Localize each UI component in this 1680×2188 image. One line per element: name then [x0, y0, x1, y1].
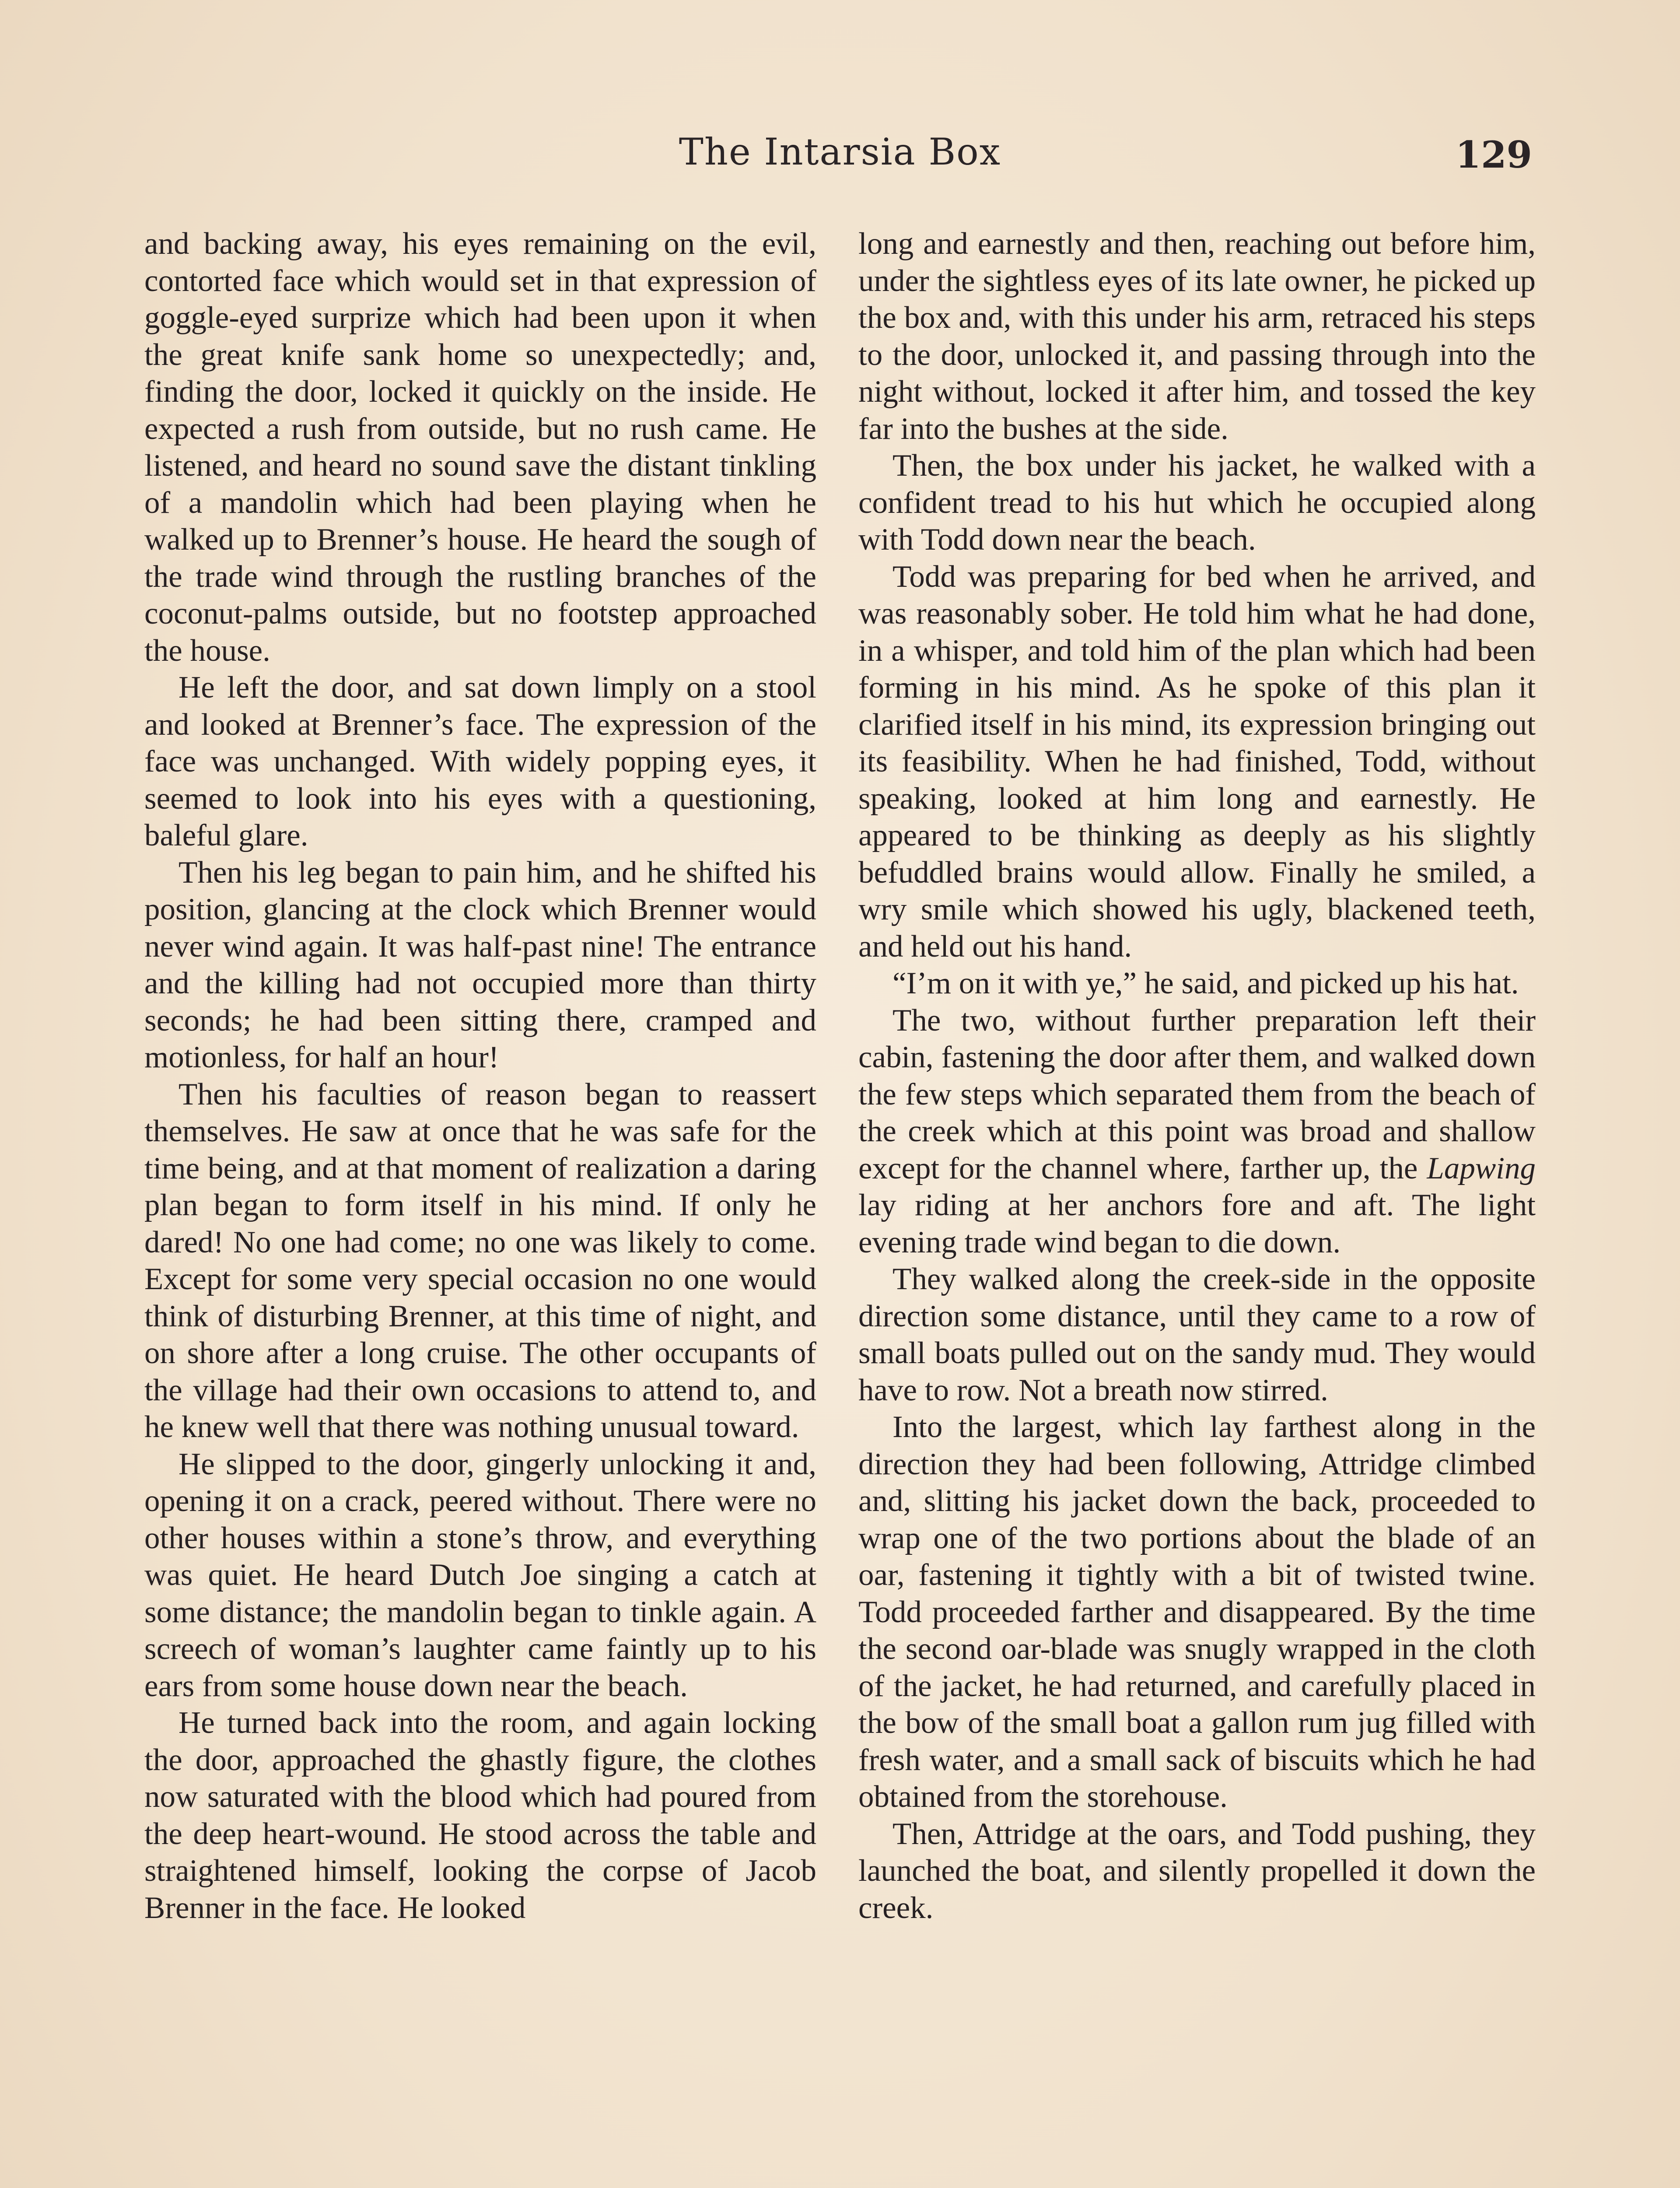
paragraph: and backing away, his eyes remaining on the evil, contorted face which would set in that expression of goggle-eyed surprize which had been upon it when the great knife sank home so unexpectedly; and, finding the door, locked it quickly on the inside. He expected a rush from outside, but no rush came. He listened, and heard no sound save the distant tinkling of a mandolin which had been playing when he walked up to Brenner’s house. He heard the sough of the trade wind through the rustling branches of the coconut-palms outside, but no footstep approached the house.	[144, 227, 816, 668]
paragraph: Into the largest, which lay farthest along in the direction they had been following, Attridge climbed and, slitting his jacket down the back, proceeded to wrap one of the two portions about the blade of an oar, fastening it tightly with a bit of twisted twine. Todd proceeded farther and disappeared. By the time the second oar-blade was snugly wrapped in the cloth of the jacket, he had returned, and carefully placed in the bow of the small boat a gallon rum jug filled with fresh water, and a small sack of biscuits which he had obtained from the storehouse.	[858, 1410, 1536, 1814]
paragraph-text: lay riding at her anchors fore and aft. The light evening trade wind began to die down.	[858, 1188, 1536, 1259]
running-head	[0, 130, 1680, 183]
right-column	[858, 225, 1536, 2188]
left-column	[144, 225, 816, 2188]
paragraph: Then, the box under his jacket, he walked with a confident tread to his hut which he occupied along with Todd down near the beach.	[858, 449, 1536, 557]
paragraph: They walked along the creek-side in the opposite direction some distance, until they came to a row of small boats pulled out on the sandy mud. They would have to row. Not a breath now stirred.	[858, 1262, 1536, 1407]
paragraph: He left the door, and sat down limply on a stool and looked at Brenner’s face. The expression of the face was unchanged. With widely popping eyes, it seemed to look into his eyes with a questioning, baleful glare.	[144, 670, 816, 852]
paragraph: He turned back into the room, and again locking the door, approached the ghastly figure, the clothes now saturated with the blood which had poured from the deep heart-wound. He stood across the table and straightened himself, looking the corpse of Jacob Brenner in the face. He looked	[144, 1706, 816, 1925]
paragraph: Then, Attridge at the oars, and Todd pushing, they launched the boat, and silently propelled it down the creek.	[858, 1816, 1536, 1925]
paragraph: Then his leg began to pain him, and he shifted his position, glancing at the clock which Brenner would never wind again. It was half-past nine! The entrance and the killing had not occupied more than thirty seconds; he had been sitting there, cramped and motionless, for half an hour!	[144, 855, 816, 1074]
paragraph: Then his faculties of reason began to reassert themselves. He saw at once that he was safe for the time being, and at that moment of realization a daring plan began to form itself in his mind. If only he dared! No one had come; no one was likely to come. Except for some very special occasion no one would think of disturbing Brenner, at this time of night, and on shore after a long cruise. The other occupants of the village had their own occasions to attend to, and he knew well that there was nothing unusual toward.	[144, 1077, 816, 1444]
paragraph: “I’m on it with ye,” he said, and picked up his hat.	[892, 966, 1519, 1000]
page-number: 129	[1455, 133, 1532, 176]
paragraph: Todd was preparing for bed when he arrived, and was reasonably sober. He told him what he had done, in a whisper, and told him of the plan which had been forming in his mind. As he spoke of this plan it clarified itself in his mind, its expression bringing out its feasibility. When he had finished, Todd, without speaking, looked at him long and earnestly. He appeared to be thinking as deeply as his slightly befuddled brains would allow. Finally he smiled, a wry smile which showed his ugly, blackened teeth, and held out his hand.	[858, 559, 1536, 964]
ship-name: Lapwing	[1427, 1151, 1536, 1185]
paragraph: He slipped to the door, gingerly unlocking it and, opening it on a crack, peered without. There were no other houses within a stone’s throw, and everything was quiet. He heard Dutch Joe singing a catch at some distance; the mandolin began to tinkle again. A screech of woman’s laughter came faintly up to his ears from some house down near the beach.	[144, 1447, 816, 1703]
paragraph-text: The two, without further preparation left their cabin, fastening the door after them, and walked down the few steps which separated them from the beach of the creek which at this point was broad and shallow except for the channel where, farther up, the	[858, 1003, 1536, 1185]
paragraph	[858, 1002, 1536, 1261]
paragraph: long and earnestly and then, reaching out before him, under the sightless eyes of its late owner, he picked up the box and, with this under his arm, retraced his steps to the door, unlocked it, and passing through into the night without, locked it after him, and tossed the key far into the bushes at the side.	[858, 227, 1536, 446]
running-title: The Intarsia Box	[679, 130, 1001, 173]
